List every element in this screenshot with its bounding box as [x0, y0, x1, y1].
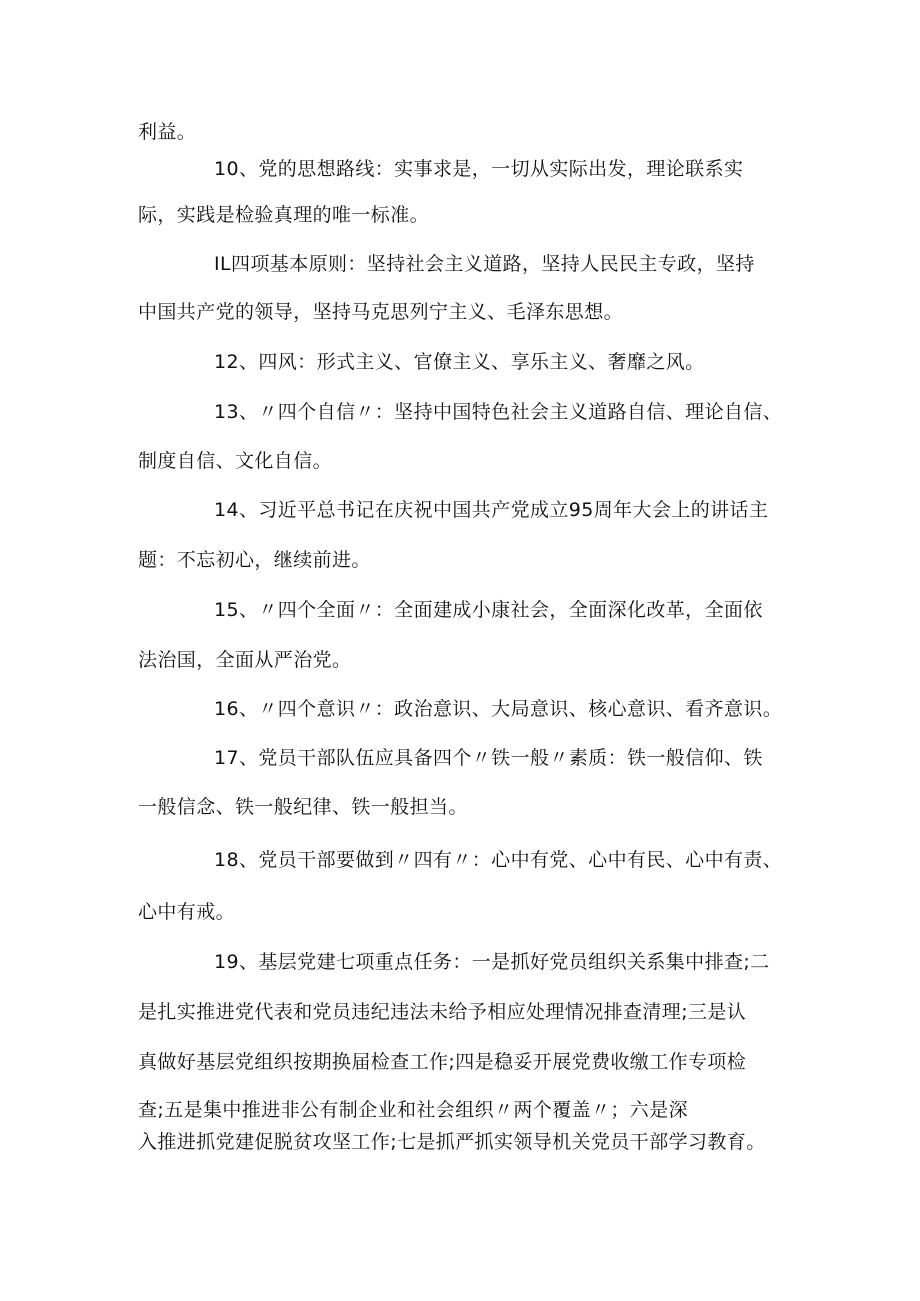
text-line: 17、党员干部队伍应具备四个〃铁一般〃素质：铁一般信仰、铁 — [214, 747, 763, 769]
text-line: 15、〃四个全面〃：全面建成小康社会，全面深化改革，全面依 — [214, 599, 763, 621]
text-line: 利益。 — [138, 121, 197, 143]
text-line: 18、党员干部要做到〃四有〃：心中有党、心中有民、心中有责、 — [214, 849, 783, 871]
text-line: 10、党的思想路线：实事求是，一切从实际出发，理论联系实 — [214, 158, 744, 180]
text-line: IL四项基本原则：坚持社会主义道路，坚持人民民主专政，坚持 — [214, 253, 755, 275]
text-line: 一般信念、铁一般纪律、铁一般担当。 — [138, 796, 468, 818]
text-line: 14、习近平总书记在庆祝中国共产党成立95周年大会上的讲话主 — [214, 499, 769, 521]
text-line: 入推进抓党建促脱贫攻坚工作;七是抓严抓实领导机关党员干部学习教育。 — [138, 1131, 766, 1153]
text-line: 查;五是集中推进非公有制企业和社会组织〃两个覆盖〃；六是深 — [138, 1099, 689, 1121]
text-line: 16、〃四个意识〃：政治意识、大局意识、核心意识、看齐意识。 — [214, 698, 783, 720]
text-line: 法治国，全面从严治党。 — [138, 649, 352, 671]
text-line: 际，实践是检验真理的唯一标准。 — [138, 204, 430, 226]
text-line: 心中有戒。 — [138, 901, 236, 923]
text-line: 13、〃四个自信〃：坚持中国特色社会主义道路自信、理论自信、 — [214, 401, 783, 423]
text-line: 真做好基层党组织按期换届检查工作;四是稳妥开展党费收缴工作专项检 — [138, 1051, 747, 1073]
text-line: 制度自信、文化自信。 — [138, 450, 333, 472]
text-line: 是扎实推进党代表和党员违纪违法未给予相应处理情况排查清理;三是认 — [138, 1001, 747, 1023]
text-line: 12、四风：形式主义、官僚主义、享乐主义、奢靡之风。 — [214, 351, 705, 373]
text-line: 19、基层党建七项重点任务：一是抓好党员组织关系集中排查;二 — [214, 951, 770, 973]
text-line: 中国共产党的领导，坚持马克思列宁主义、毛泽东思想。 — [138, 301, 624, 323]
text-line: 题：不忘初心，继续前进。 — [138, 549, 371, 571]
